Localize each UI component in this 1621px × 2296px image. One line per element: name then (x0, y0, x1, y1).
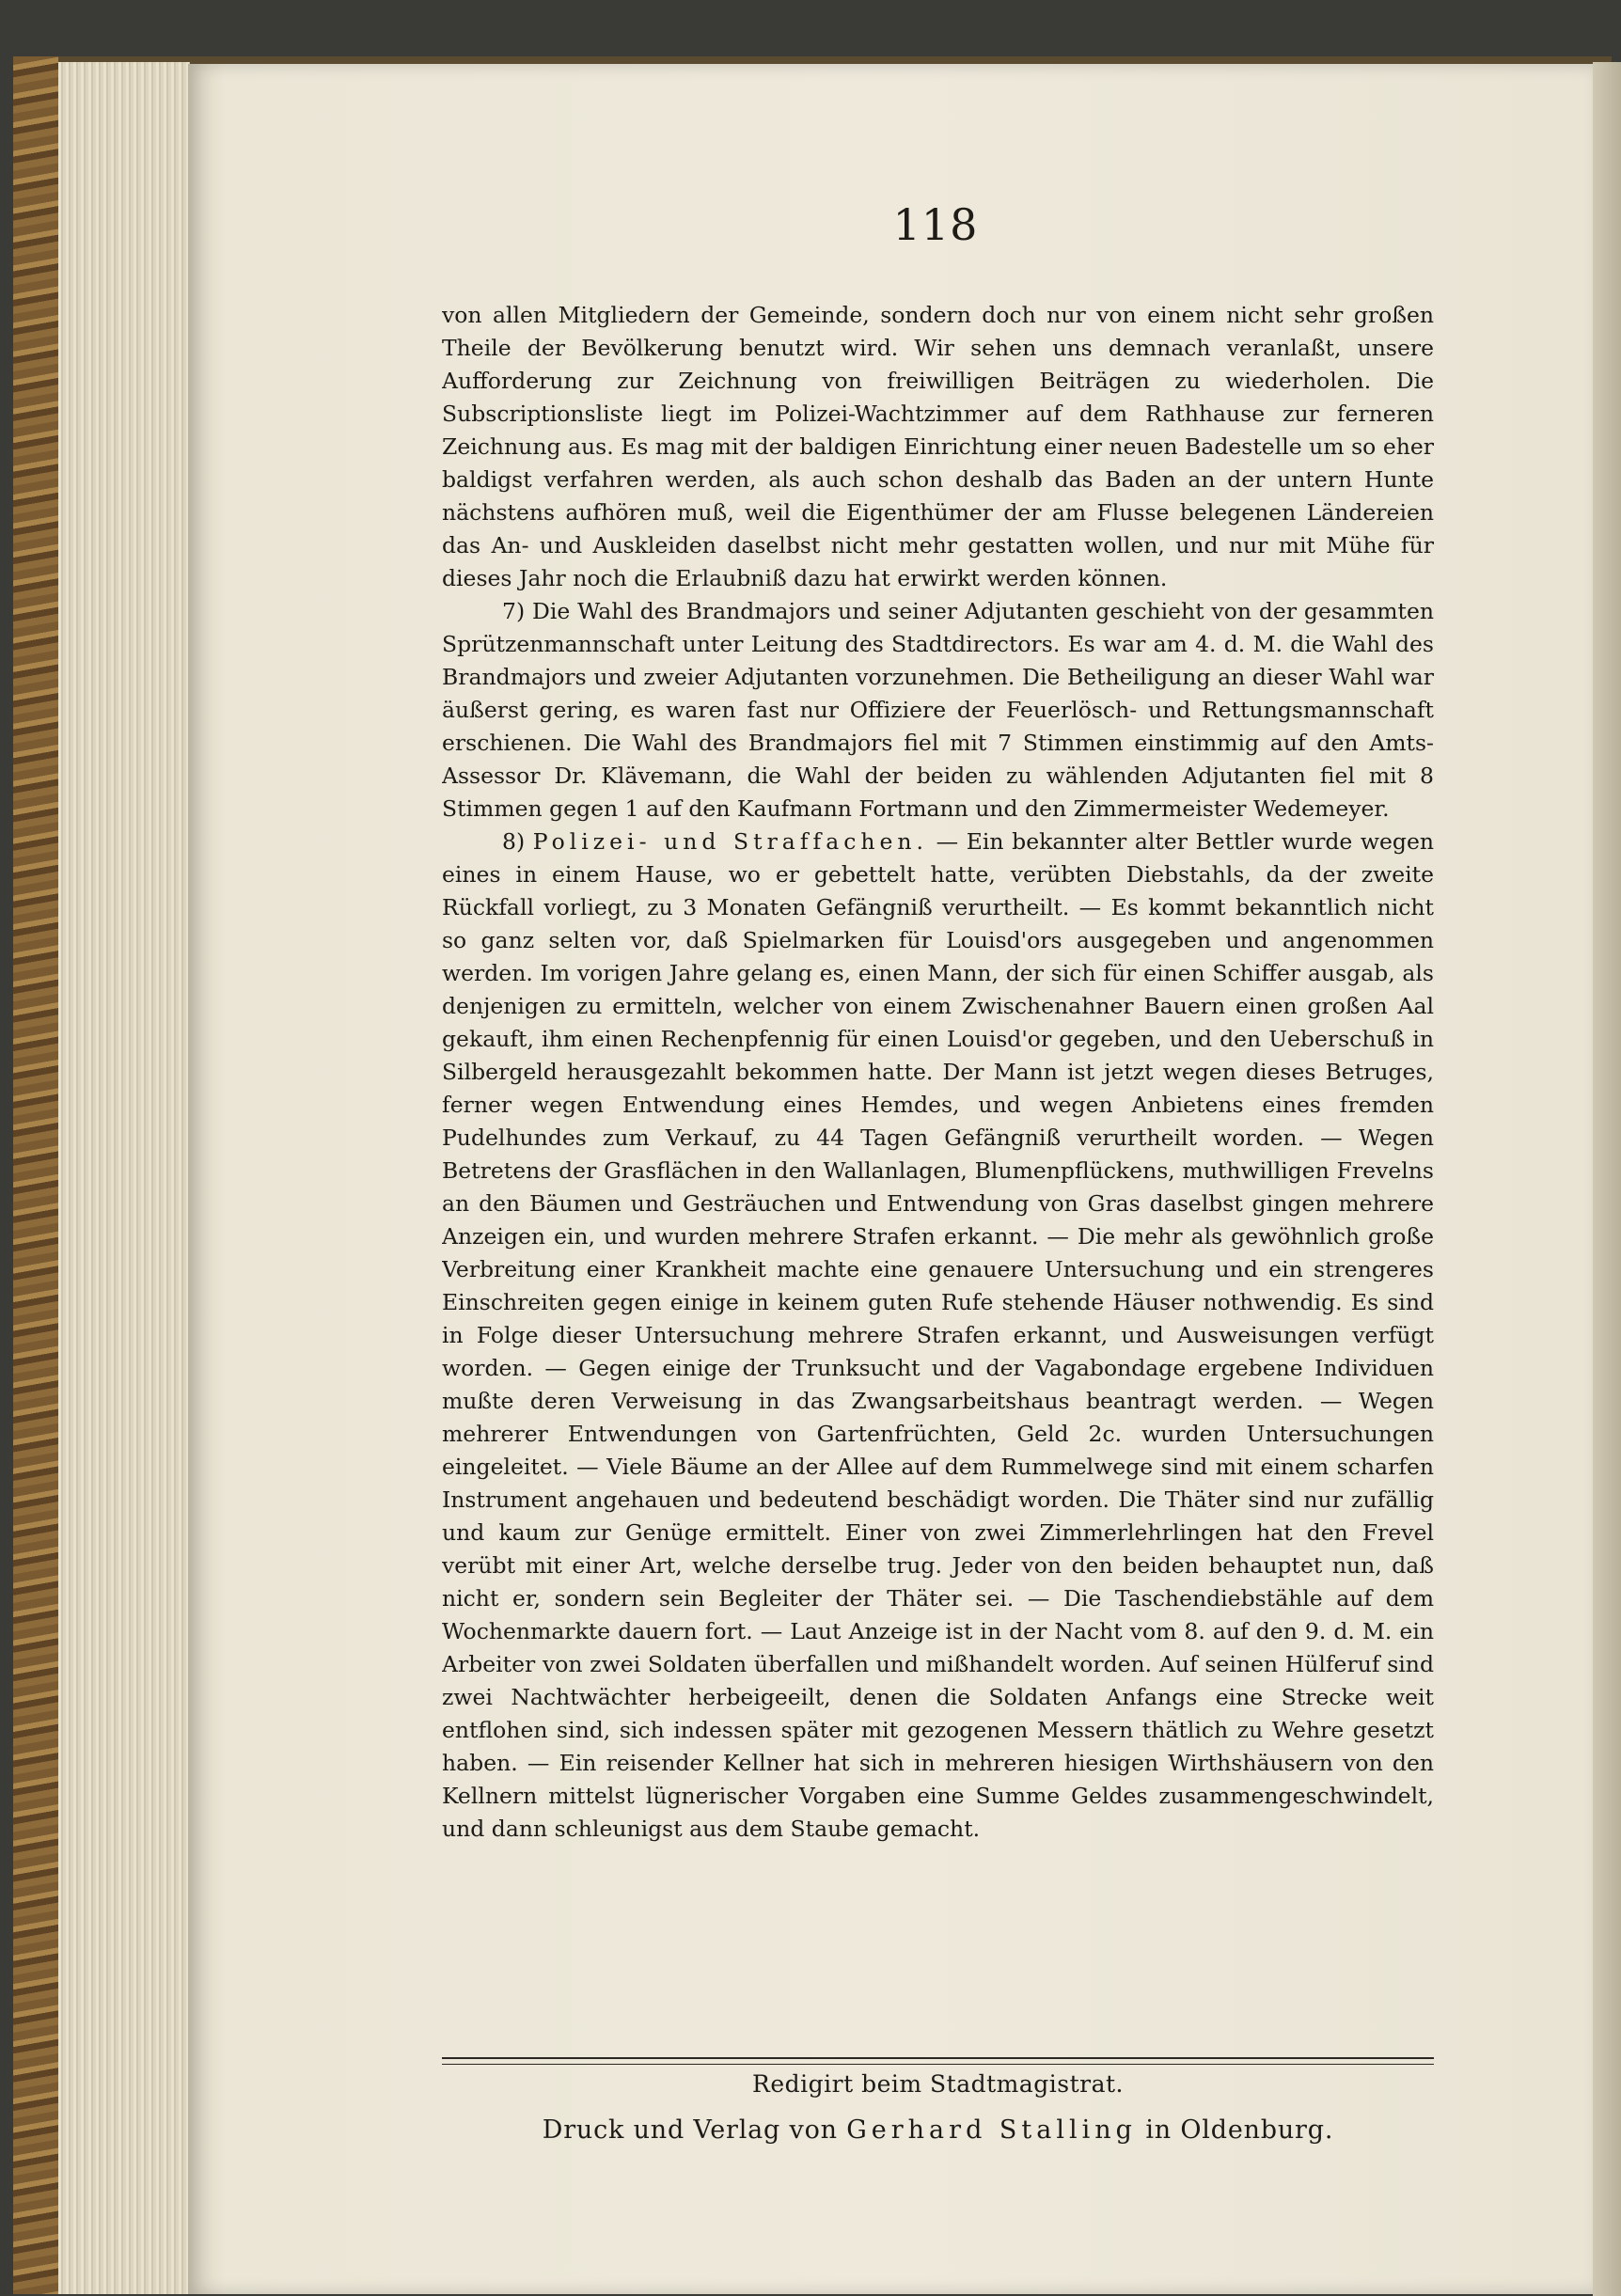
page-number: 118 (892, 199, 979, 250)
printer-prefix: Druck und Verlag von (542, 2115, 838, 2145)
right-page-edge (1593, 62, 1621, 2296)
page-edges (58, 62, 190, 2294)
section-8-heading: Polizei- und Straffachen. (532, 828, 929, 855)
book-spine (13, 56, 58, 2294)
footer-rule-thin (442, 2064, 1434, 2065)
footer-editor-line: Redigirt beim Stadtmagistrat. (752, 2070, 1124, 2098)
footer-rule-thick (442, 2057, 1434, 2059)
printer-suffix: in Oldenburg. (1145, 2115, 1334, 2145)
paragraph-section-7: 7) Die Wahl des Brandmajors und seiner Adjutanten geschieht von der gesammten Sprützenmannschaft unter Leitung des Stadtdirectors. Es war am 4. d. M. die Wahl des Brandmajors und zweier Adjutanten vorzunehmen. Die Betheiligung an dieser Wahl war äußerst gering, es waren fast nur Offiziere der Feuerlösch- und Rettungsmannschaft erschienen. Die Wahl des Brandmajors fiel mit 7 Stimmen einstimmig auf den Amts-Assessor Dr. Klävemann, die Wahl der beiden zu wählenden Adjutanten fiel mit 8 Stimmen gegen 1 auf den Kaufmann Fortmann und den Zimmermeister Wedemeyer. (442, 598, 1434, 822)
paragraph-continuation: von allen Mitgliedern der Gemeinde, sondern doch nur von einem nicht sehr großen Theile der Bevölkerung benutzt wird. Wir sehen uns demnach veranlaßt, unsere Aufforderung zur Zeichnung von freiwilligen Beiträgen zu wiederholen. Die Subscriptionsliste liegt im Polizei-Wachtzimmer auf dem Rathhause zur ferneren Zeichnung aus. Es mag mit der baldigen Einrichtung einer neuen Badestelle um so eher baldigst verfahren werden, als auch schon deshalb das Baden an der untern Hunte nächstens aufhören muß, weil die Eigenthümer der am Flusse belegenen Ländereien das An- und Auskleiden daselbst nicht mehr gestatten wollen, und nur mit Mühe für dieses Jahr noch die Erlaubniß dazu hat erwirkt werden können. (442, 302, 1434, 591)
printer-name: Gerhard Stalling (846, 2115, 1137, 2145)
paragraph-section-8 (442, 826, 1434, 1846)
article-body (442, 299, 1434, 1973)
section-8-number: 8) (502, 828, 526, 855)
section-8-text: — Ein bekannter alter Bettler wurde wegen eines in einem Hause, wo er gebettelt hatte, verübten Diebstahls, da der zweite Rückfall vorliegt, zu 3 Monaten Gefängniß verurtheilt. — Es kommt bekanntlich nicht so ganz selten vor, daß Spielmarken für Louisd'ors ausgegeben und angenommen werden. Im vorigen Jahre gelang es, einen Mann, der sich für einen Schiffer ausgab, als denjenigen zu ermitteln, welcher von einem Zwischenahner Bauern einen großen Aal gekauft, ihm einen Rechenpfennig für einen Louisd'or gegeben, und den Ueberschuß in Silbergeld herausgezahlt bekommen hatte. Der Mann ist jetzt wegen dieses Betruges, ferner wegen Entwendung eines Hemdes, und wegen Anbietens eines fremden Pudelhundes zum Verkauf, zu 44 Tagen Gefängniß verurtheilt worden. — Wegen Betretens der Grasflächen in den Wallanlagen, Blumenpflückens, muthwilligen Frevelns an den Bäumen und Gesträuchen und Entwendung von Gras daselbst gingen mehrere Anzeigen ein, und wurden mehrere Strafen erkannt. — Die mehr als gewöhnlich große Verbreitung einer Krankheit machte eine genauere Untersuchung und ein strengeres Einschreiten gegen einige in keinem guten Rufe stehende Häuser nothwendig. Es sind in Folge dieser Untersuchung mehrere Strafen erkannt, und Ausweisungen verfügt worden. — Gegen einige der Trunksucht und der Vagabondage ergebene Individuen mußte deren Verweisung in das Zwangsarbeitshaus beantragt werden. — Wegen mehrerer Entwendungen von Gartenfrüchten, Geld 2c. wurden Untersuchungen eingeleitet. — Viele Bäume an der Allee auf dem Rummelwege sind mit einem scharfen Instrument angehauen und bedeutend beschädigt worden. Die Thäter sind nur zufällig und kaum zur Genüge ermittelt. Einer von zwei Zimmerlehrlingen hat den Frevel verübt mit einer Art, welche derselbe trug. Jeder von den beiden behauptet nun, daß nicht er, sondern sein Begleiter der Thäter sei. — Die Taschendiebstähle auf dem Wochenmarkte dauern fort. — Laut Anzeige ist in der Nacht vom 8. auf den 9. d. M. ein Arbeiter von zwei Soldaten überfallen und mißhandelt worden. Auf seinen Hülferuf sind zwei Nachtwächter herbeigeeilt, denen die Soldaten Anfangs eine Strecke weit entflohen sind, sich indessen später mit gezogenen Messern thätlich zu Wehre gesetzt haben. — Ein reisender Kellner hat sich in mehreren hiesigen Wirthshäusern von den Kellnern mittelst lügnerischer Vorgaben eine Summe Geldes zusammengeschwindelt, und dann schleunigst aus dem Staube gemacht. (442, 828, 1434, 1842)
footer-printer-line (442, 2115, 1434, 2145)
